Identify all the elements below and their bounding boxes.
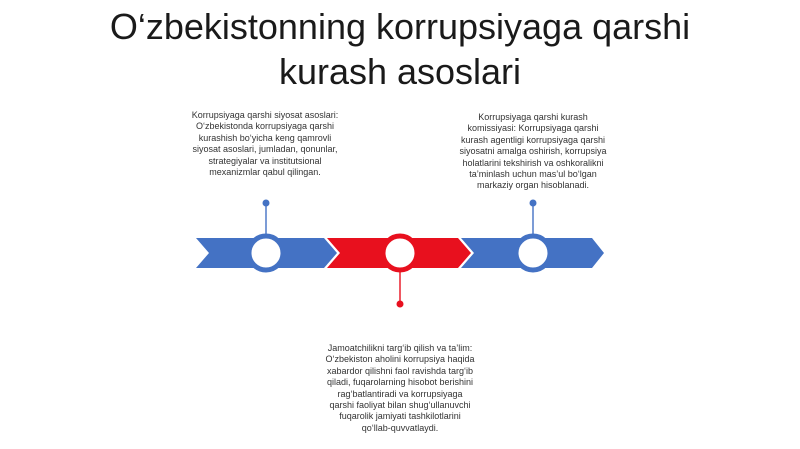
title-line-2: kurash asoslari xyxy=(278,51,522,92)
milestone-1-text: Korrupsiyaga qarshi siyosat asoslari: O‘zbekistonda korrupsiyaga qarshi kurashish bo‘yicha keng qamrovli siyosat asoslari, jumladan, qonunlar, strategiyalar va institutsional mexanizmlar qabul qilingan. xyxy=(191,110,339,178)
milestone-3 xyxy=(516,200,550,271)
milestone-3-ring xyxy=(516,236,550,270)
milestone-3-text: Korrupsiyaga qarshi kurash komissiyasi: Korrupsiyaga qarshi kurash agentligi korrupsiyaga qarshi siyosatni amalga oshirish, korrupsiya holatlarini tekshirish va oshkoralikni ta’minlash uchun mas’ul bo‘lgan markaziy organ hisoblanadi. xyxy=(459,112,607,191)
milestone-1-ring xyxy=(249,236,283,270)
milestone-1-dot xyxy=(263,200,270,207)
title-line-1: O‘zbekistonning korrupsiyaga qarshi xyxy=(109,6,691,47)
milestone-2-dot xyxy=(397,301,404,308)
milestone-3-dot xyxy=(530,200,537,207)
milestone-1 xyxy=(249,200,283,271)
milestone-2 xyxy=(383,236,417,308)
milestone-2-ring xyxy=(383,236,417,270)
milestone-2-text: Jamoatchilikni targ‘ib qilish va ta’lim: O‘zbekiston aholini korrupsiya haqida xabardor qilishni faol ravishda targ‘ib qiladi, fuqarolarning hisobot berishini rag‘batlantiradi va korrupsiyaga qarshi faoliyat bilan shug‘ullanuvchi fuqarolik jamiyati tashkilotlarini qo‘llab-quvvatlaydi. xyxy=(325,343,475,433)
